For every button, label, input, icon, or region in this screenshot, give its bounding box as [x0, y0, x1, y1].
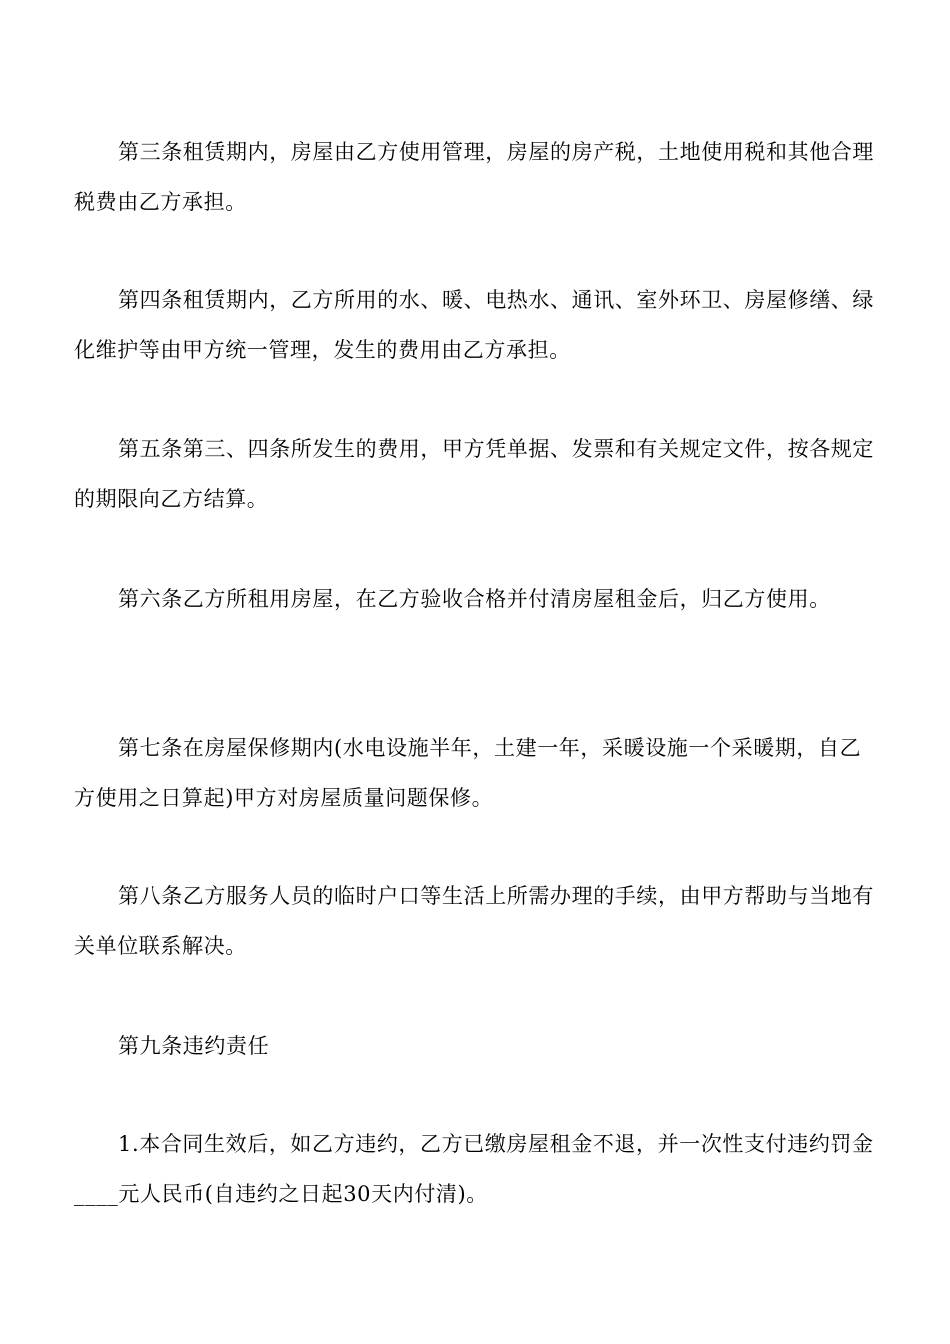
- clause-8-paragraph: 第八条乙方服务人员的临时户口等生活上所需办理的手续，由甲方帮助与当地有关单位联系解决。: [74, 884, 874, 958]
- clause-5-paragraph: 第五条第三、四条所发生的费用，甲方凭单据、发票和有关规定文件，按各规定的期限向乙方结算。: [74, 437, 874, 511]
- clause-9-item-1-paragraph: 1.本合同生效后，如乙方违约，乙方已缴房屋租金不退，并一次性支付违约罚金____元人民币(自违约之日起30天内付清)。: [74, 1132, 874, 1206]
- clause-9-heading: 第九条违约责任: [118, 1034, 270, 1058]
- clause-7-paragraph: 第七条在房屋保修期内(水电设施半年，土建一年，采暖设施一个采暖期，自乙方使用之日算起)甲方对房屋质量问题保修。: [74, 736, 862, 810]
- clause-4-paragraph: 第四条租赁期内，乙方所用的水、暖、电热水、通讯、室外环卫、房屋修缮、绿化维护等由甲方统一管理，发生的费用由乙方承担。: [74, 288, 874, 362]
- clause-6-paragraph: 第六条乙方所租用房屋，在乙方验收合格并付清房屋租金后，归乙方使用。: [118, 587, 831, 611]
- clause-3-paragraph: 第三条租赁期内，房屋由乙方使用管理，房屋的房产税，土地使用税和其他合理税费由乙方承担。: [74, 140, 874, 214]
